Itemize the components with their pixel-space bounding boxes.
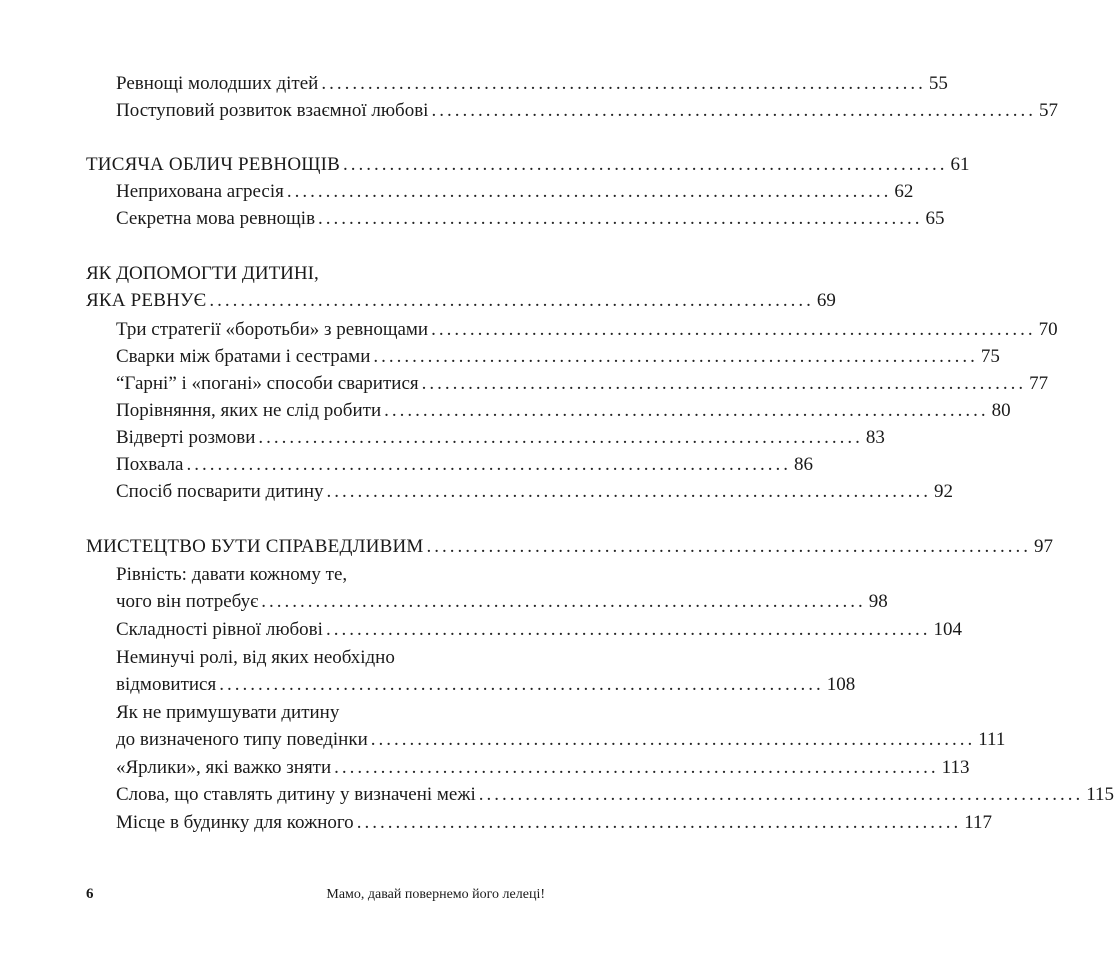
toc-entry-title: відмовитися — [116, 674, 217, 695]
toc-entry-title: Складності рівної любові — [116, 619, 323, 640]
toc-leader-dots: .............................................................................. — [384, 400, 989, 421]
toc-entry-page: 77 — [1029, 373, 1049, 394]
toc-entry — [116, 618, 962, 642]
toc-entry — [116, 783, 1114, 807]
toc-entry-title: Неприхована агресія — [116, 181, 284, 202]
toc-leader-dots: .............................................................................. — [343, 154, 948, 175]
toc-entry-title-line1: Рівність: давати кожному те, — [116, 564, 348, 585]
toc-leader-dots: .............................................................................. — [426, 536, 1032, 557]
toc-section — [86, 535, 1054, 559]
toc-entry-page: 98 — [868, 591, 888, 612]
toc-entry-title: Похвала — [116, 454, 184, 475]
toc-entry — [116, 345, 1000, 369]
toc-section — [86, 289, 836, 313]
toc-entry-page: 117 — [964, 812, 992, 833]
toc-section-title: ЯКА РЕВНУЄ — [86, 290, 207, 311]
toc-entry-title: Поступовий розвиток взаємної любові — [116, 100, 429, 121]
toc-entry-title: Ревнощі молодших дітей — [116, 73, 319, 94]
toc-leader-dots: .............................................................................. — [261, 591, 866, 612]
toc-entry — [116, 99, 1058, 123]
toc-leader-dots: .............................................................................. — [321, 73, 926, 94]
toc-entry-title-line1: Неминучі ролі, від яких необхідно — [116, 647, 395, 668]
toc-entry-page: 57 — [1038, 100, 1058, 121]
toc-entry-page: 55 — [928, 73, 948, 94]
toc-entry-page: 70 — [1038, 319, 1058, 340]
toc-entry-title: Порівняння, яких не слід робити — [116, 400, 382, 421]
toc-entry-page: 83 — [865, 427, 885, 448]
toc-section-page: 61 — [950, 154, 970, 175]
toc-section-title: МИСТЕЦТВО БУТИ СПРАВЕДЛИВИМ — [86, 536, 424, 557]
toc-leader-dots: .............................................................................. — [318, 208, 923, 229]
toc-leader-dots: .............................................................................. — [356, 812, 962, 833]
toc-entry-page: 86 — [793, 454, 813, 475]
toc-entry-page: 104 — [933, 619, 962, 640]
toc-leader-dots: .............................................................................. — [373, 346, 978, 367]
toc-leader-dots: .............................................................................. — [325, 619, 931, 640]
toc-entry-page: 108 — [826, 674, 856, 695]
toc-entry-page: 115 — [1086, 784, 1114, 805]
toc-entry — [116, 372, 1049, 396]
toc-leader-dots: .............................................................................. — [421, 373, 1027, 394]
toc-leader-dots: .............................................................................. — [286, 181, 892, 202]
toc-leader-dots: .............................................................................. — [209, 290, 814, 311]
toc-leader-dots: .............................................................................. — [186, 454, 791, 475]
toc-leader-dots: .............................................................................. — [478, 784, 1084, 805]
toc-entry-title: Сварки між братами і сестрами — [116, 346, 371, 367]
toc-entry-title: Спосіб посварити дитину — [116, 481, 324, 502]
toc-entry — [116, 590, 888, 614]
toc-entry — [116, 453, 813, 477]
toc-entry-title: Слова, що ставлять дитину у визначені межі — [116, 784, 476, 805]
toc-entry-page: 75 — [980, 346, 1000, 367]
toc-entry-page: 65 — [925, 208, 945, 229]
toc-entry-title: до визначеного типу поведінки — [116, 729, 368, 750]
toc-entry-title: “Гарні” і «погані» способи сваритися — [116, 373, 419, 394]
toc-section-title-line1: ЯК ДОПОМОГТИ ДИТИНІ, — [86, 263, 319, 284]
toc-entry — [116, 480, 954, 504]
toc-section — [86, 153, 970, 177]
page-footer — [86, 886, 545, 903]
toc-leader-dots: .............................................................................. — [334, 757, 939, 778]
toc-entry-page: 111 — [978, 729, 1006, 750]
toc-leader-dots: .............................................................................. — [431, 100, 1036, 121]
toc-entry-title: Місце в будинку для кожного — [116, 812, 354, 833]
toc-entry — [116, 426, 885, 450]
footer-page-number: 6 — [86, 886, 94, 902]
toc-entry — [116, 207, 945, 231]
toc-leader-dots: .............................................................................. — [219, 674, 824, 695]
toc-entry — [116, 72, 948, 96]
toc-entry-page: 92 — [934, 481, 954, 502]
toc-section-title: ТИСЯЧА ОБЛИЧ РЕВНОЩІВ — [86, 154, 341, 175]
toc-entry — [116, 728, 1006, 752]
toc-leader-dots: .............................................................................. — [370, 729, 976, 750]
toc-section-page: 97 — [1034, 536, 1054, 557]
toc-leader-dots: .............................................................................. — [431, 319, 1036, 340]
toc-entry — [116, 318, 1058, 342]
toc-entry-title-line1: Як не примушувати дитину — [116, 702, 340, 723]
toc-entry — [116, 756, 970, 780]
toc-entry-title: чого він потребує — [116, 591, 259, 612]
footer-running-title: Мамо, давай повернемо його лелеці! — [326, 887, 545, 902]
toc-entry-title: Відверті розмови — [116, 427, 256, 448]
toc-entry — [116, 180, 914, 204]
toc-entry — [116, 399, 1011, 423]
toc-leader-dots: .............................................................................. — [258, 427, 863, 448]
toc-leader-dots: .............................................................................. — [326, 481, 932, 502]
toc-entry — [116, 673, 856, 697]
toc-entry-page: 62 — [894, 181, 914, 202]
toc-entry-title: «Ярлики», які важко зняти — [116, 757, 332, 778]
toc-entry-title: Секретна мова ревнощів — [116, 208, 316, 229]
toc-entry — [116, 811, 992, 835]
toc-entry-page: 113 — [941, 757, 970, 778]
toc-entry-page: 80 — [991, 400, 1011, 421]
toc-section-page: 69 — [816, 290, 836, 311]
toc-entry-title: Три стратегії «боротьби» з ревнощами — [116, 319, 429, 340]
